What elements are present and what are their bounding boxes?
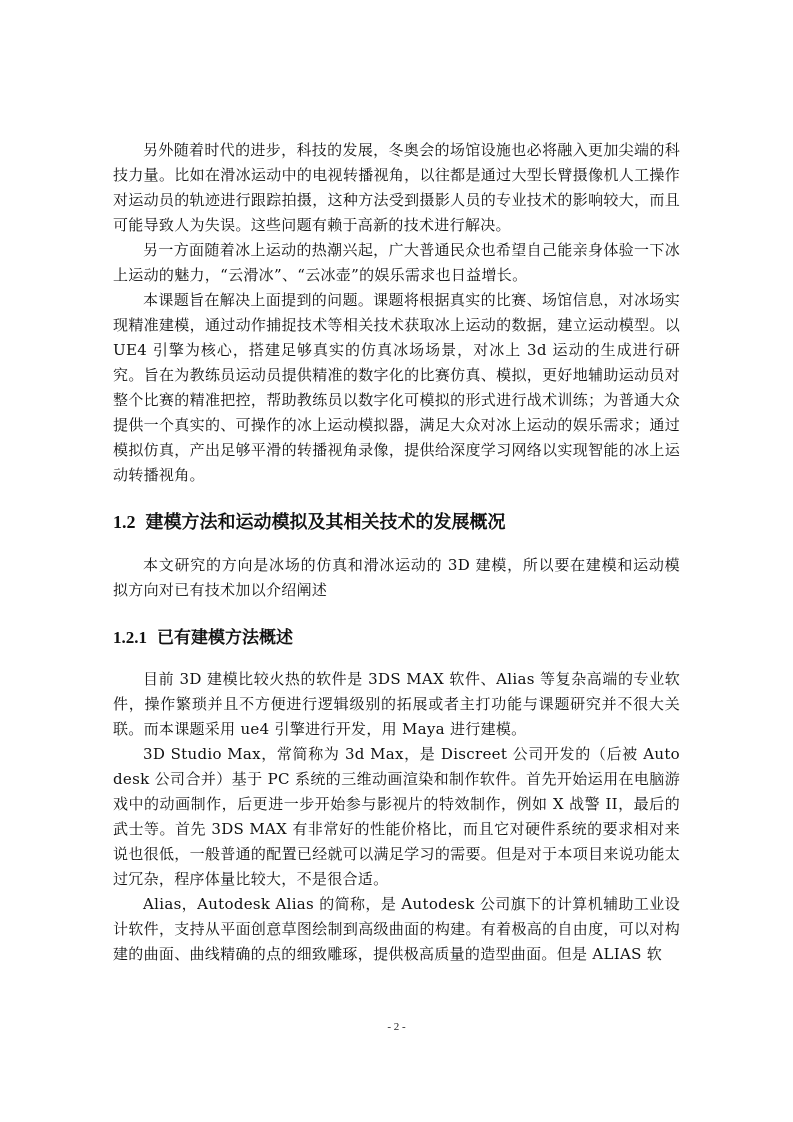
section-1-2-paragraph: 本文研究的方向是冰场的仿真和滑冰运动的 3D 建模，所以要在建模和运动模拟方向对已有技术加以介绍阐述 xyxy=(113,556,680,599)
subsection-paragraph-1: 目前 3D 建模比较火热的软件是 3DS MAX 软件、Alias 等复杂高端的专业软件，操作繁琐并且不方便进行逻辑级别的拓展或者主打功能与课题研究并不很大关联。而本课题采用 ue4 引擎进行开发，用 Maya 进行建模。 xyxy=(113,670,680,738)
section-title: 建模方法和运动模拟及其相关技术的发展概况 xyxy=(145,512,506,533)
subsection-number: 1.2.1 xyxy=(113,628,147,647)
section-number: 1.2 xyxy=(113,512,136,532)
page-number: - 2 - xyxy=(387,1021,406,1033)
subsection-title: 已有建模方法概述 xyxy=(157,628,293,648)
intro-paragraph-3: 本课题旨在解决上面提到的问题。课题将根据真实的比赛、场馆信息，对冰场实现精准建模，通过动作捕捉技术等相关技术获取冰上运动的数据，建立运动模型。以 UE4 引擎为核心，搭建足够真实的仿真冰场场景，对冰上 3d 运动的生成进行研究。旨在为教练员运动员提供精准的数字化的比赛仿真、模拟，更好地辅助运动员对整个比赛的精准把控，帮助教练员以数字化可模拟的形式进行战术训练；为普通大众提供一个真实的、可操作的冰上运动模拟器，满足大众对冰上运动的娱乐需求；通过模拟仿真，产出足够平滑的转播视角录像，提供给深度学习网络以实现智能的冰上运动转播视角。 xyxy=(113,291,680,484)
subsection-paragraph-3: Alias，Autodesk Alias 的简称，是 Autodesk 公司旗下的计算机辅助工业设计软件，支持从平面创意草图绘制到高级曲面的构建。有着极高的自由度，可以对构建的曲面、曲线精确的点的细致雕琢，提供极高质量的造型曲面。但是 ALIAS 软 xyxy=(113,895,680,963)
intro-paragraph-1: 另外随着时代的进步，科技的发展，冬奥会的场馆设施也必将融入更加尖端的科技力量。比如在滑冰运动中的电视转播视角，以往都是通过大型长臂摄像机人工操作对运动员的轨迹进行跟踪拍摄，这种方法受到摄影人员的专业技术的影响较大，而且可能导致人为失误。这些问题有赖于高新的技术进行解决。 xyxy=(113,141,680,234)
section-heading-1-2 xyxy=(113,509,680,536)
page-body xyxy=(113,138,680,967)
intro-paragraph-2: 另一方面随着冰上运动的热潮兴起，广大普通民众也希望自己能亲身体验一下冰上运动的魅力，“云滑冰”、“云冰壶”的娱乐需求也日益增长。 xyxy=(113,241,680,284)
subsection-paragraph-2: 3D Studio Max，常简称为 3d Max，是 Discreet 公司开发的（后被 Autodesk 公司合并）基于 PC 系统的三维动画渲染和制作软件。首先开始运用在电脑游戏中的动画制作，后更进一步开始参与影视片的特效制作，例如 X 战警 II，最后的武士等。首先 3DS MAX 有非常好的性能价格比，而且它对硬件系统的要求相对来说也很低，一般普通的配置已经就可以满足学习的需要。但是对于本项目来说功能太过冗杂，程序体量比较大，不是很合适。 xyxy=(113,745,680,888)
subsection-heading-1-2-1 xyxy=(113,626,680,650)
